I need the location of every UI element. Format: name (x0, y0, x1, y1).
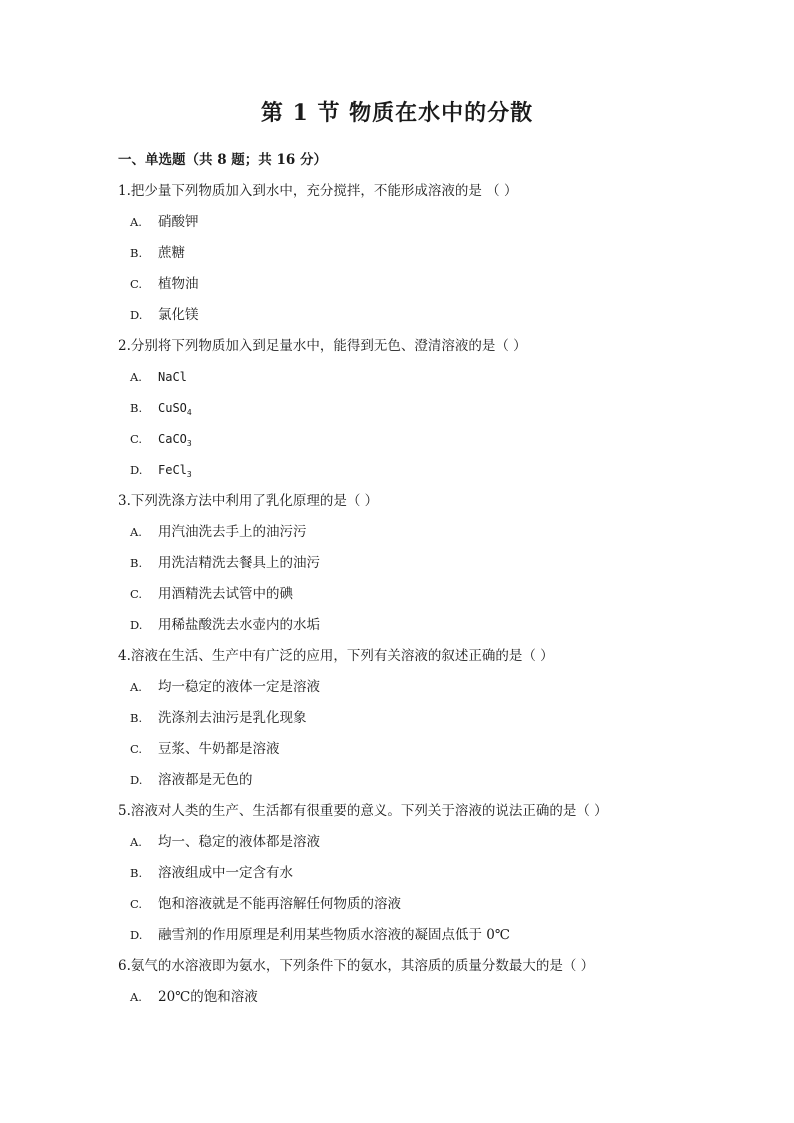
option-text: 用洗洁精洗去餐具上的油污 (158, 555, 320, 571)
answer-option (118, 765, 718, 796)
option-letter: C. (130, 432, 143, 446)
option-letter: A. (130, 215, 142, 229)
question-stem: 5.溶液对人类的生产、生活都有很重要的意义。下列关于溶液的说法正确的是（ ） (118, 803, 608, 819)
option-text: 豆浆、牛奶都是溶液 (158, 741, 280, 757)
option-letter: A. (130, 680, 142, 694)
option-text (158, 455, 718, 486)
formula-base: CuSO (158, 401, 187, 415)
question-stem: 4.溶液在生活、生产中有广泛的应用，下列有关溶液的叙述正确的是（ ） (118, 648, 554, 664)
option-letter: A. (130, 370, 142, 384)
option-letter: A. (130, 525, 142, 539)
option-letter: A. (130, 990, 142, 1004)
option-text: 饱和溶液就是不能再溶解任何物质的溶液 (158, 896, 401, 912)
answer-option (118, 827, 718, 858)
option-letter: D. (130, 618, 143, 632)
option-letter: B. (130, 246, 143, 260)
option-letter: C. (130, 587, 143, 601)
option-letter: D. (130, 308, 143, 322)
option-text: 蔗糖 (158, 245, 185, 261)
option-text (158, 393, 718, 424)
formula-subscript: 3 (186, 439, 192, 448)
answer-option (118, 362, 718, 393)
option-letter: C. (130, 277, 143, 291)
option-text (158, 424, 718, 455)
section-header: 一、单选题（共 8 题；共 16 分） (118, 152, 327, 168)
answer-option (118, 207, 718, 238)
option-letter: D. (130, 928, 143, 942)
option-letter: B. (130, 711, 143, 725)
option-letter: C. (130, 897, 143, 911)
option-text: 20℃的饱和溶液 (158, 989, 258, 1005)
answer-option (118, 858, 718, 889)
option-text: 溶液都是无色的 (158, 772, 253, 788)
page-title: 第 1 节 物质在水中的分散 (260, 100, 534, 126)
option-text: 均一、稳定的液体都是溶液 (158, 834, 320, 850)
answer-option (118, 269, 718, 300)
answer-option (118, 548, 718, 579)
answer-option (118, 300, 718, 331)
question-stem: 2.分别将下列物质加入到足量水中，能得到无色、澄清溶液的是（ ） (118, 338, 527, 354)
formula-base: CaCO (158, 432, 187, 446)
answer-option (118, 734, 718, 765)
answer-option (118, 703, 718, 734)
answer-option (118, 517, 718, 548)
option-letter: B. (130, 556, 143, 570)
option-text: 溶液组成中一定含有水 (158, 865, 293, 881)
question-list (118, 176, 718, 1013)
answer-option (118, 424, 718, 455)
formula-base: FeCl (158, 463, 187, 477)
option-letter: A. (130, 835, 142, 849)
answer-option (118, 672, 718, 703)
question-stem: 6.氨气的水溶液即为氨水，下列条件下的氨水，其溶质的质量分数最大的是（ ） (118, 958, 595, 974)
formula-subscript: 3 (186, 470, 192, 479)
answer-option (118, 238, 718, 269)
answer-option (118, 579, 718, 610)
option-text: 融雪剂的作用原理是利用某些物质水溶液的凝固点低于 0℃ (158, 927, 510, 943)
answer-option (118, 610, 718, 641)
answer-option (118, 889, 718, 920)
option-letter: C. (130, 742, 143, 756)
option-letter: B. (130, 866, 143, 880)
option-text: 均一稳定的液体一定是溶液 (158, 679, 320, 695)
option-text: NaCl (158, 370, 187, 384)
option-text: 用汽油洗去手上的油污污 (158, 524, 307, 540)
option-letter: D. (130, 463, 143, 477)
option-text: 洗涤剂去油污是乳化现象 (158, 710, 307, 726)
answer-option (118, 393, 718, 424)
question-stem: 1.把少量下列物质加入到水中，充分搅拌，不能形成溶液的是 （ ） (118, 183, 518, 199)
answer-option (118, 982, 718, 1013)
question-stem: 3.下列洗涤方法中利用了乳化原理的是（ ） (118, 493, 379, 509)
option-letter: D. (130, 773, 143, 787)
option-text: 氯化镁 (158, 307, 199, 323)
answer-option (118, 920, 718, 951)
option-text: 植物油 (158, 276, 199, 292)
option-text: 用稀盐酸洗去水壶内的水垢 (158, 617, 320, 633)
option-letter: B. (130, 401, 143, 415)
option-text: 用酒精洗去试管中的碘 (158, 586, 293, 602)
formula-subscript: 4 (186, 408, 192, 417)
answer-option (118, 455, 718, 486)
option-text: 硝酸钾 (158, 214, 199, 230)
